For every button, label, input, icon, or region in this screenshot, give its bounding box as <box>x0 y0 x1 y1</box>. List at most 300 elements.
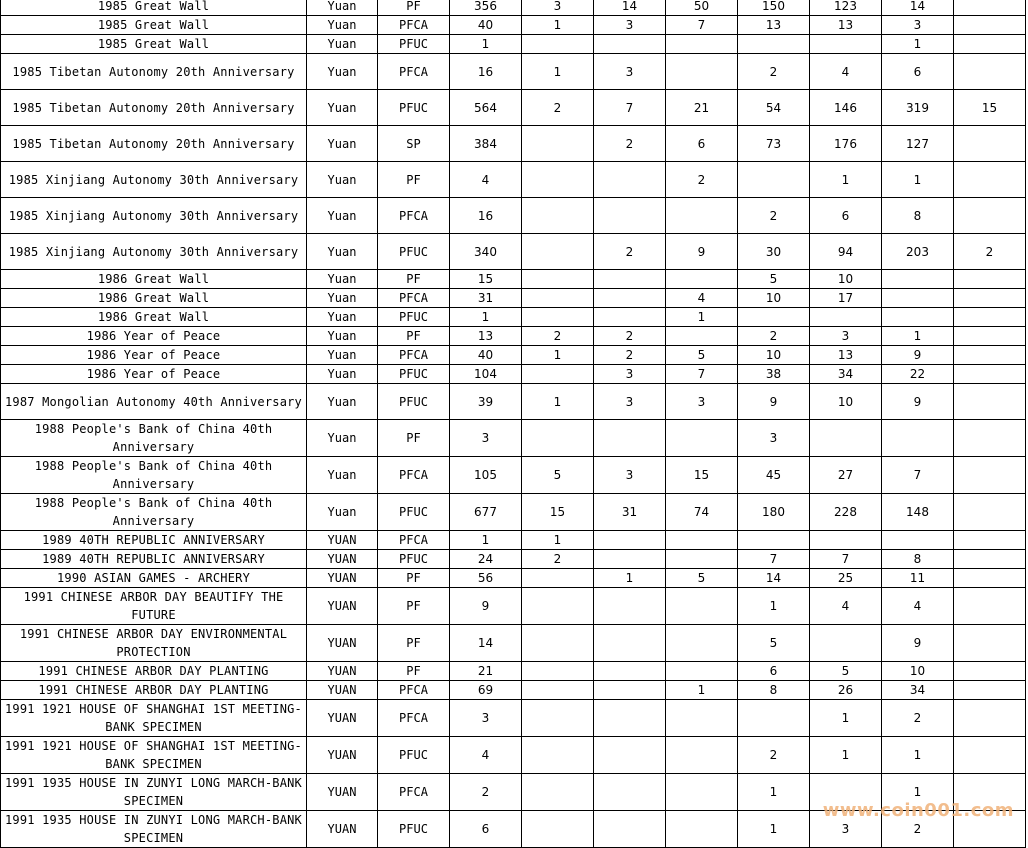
grade-count-cell[interactable] <box>522 162 594 198</box>
total-count-cell[interactable]: 40 <box>450 346 522 365</box>
grade-count-cell[interactable]: 180 <box>738 494 810 531</box>
grade-count-cell[interactable] <box>810 420 882 457</box>
grade-count-cell[interactable] <box>954 198 1026 234</box>
currency-cell[interactable]: YUAN <box>307 531 378 550</box>
coin-name-cell[interactable]: 1985 Xinjiang Autonomy 30th Anniversary <box>1 162 307 198</box>
grade-count-cell[interactable] <box>666 811 738 848</box>
grade-cell[interactable]: PFUC <box>378 234 450 270</box>
grade-count-cell[interactable]: 10 <box>810 384 882 420</box>
grade-count-cell[interactable]: 1 <box>810 737 882 774</box>
grade-count-cell[interactable] <box>594 162 666 198</box>
grade-count-cell[interactable] <box>522 420 594 457</box>
grade-cell[interactable]: PFUC <box>378 365 450 384</box>
currency-cell[interactable]: Yuan <box>307 35 378 54</box>
grade-count-cell[interactable] <box>810 531 882 550</box>
grade-count-cell[interactable] <box>954 289 1026 308</box>
currency-cell[interactable]: Yuan <box>307 420 378 457</box>
grade-count-cell[interactable] <box>954 0 1026 16</box>
grade-count-cell[interactable] <box>738 700 810 737</box>
grade-count-cell[interactable]: 3 <box>594 457 666 494</box>
currency-cell[interactable]: Yuan <box>307 308 378 327</box>
coin-name-cell[interactable]: 1986 Year of Peace <box>1 365 307 384</box>
grade-count-cell[interactable] <box>594 700 666 737</box>
grade-count-cell[interactable]: 2 <box>882 811 954 848</box>
grade-count-cell[interactable]: 5 <box>738 270 810 289</box>
grade-count-cell[interactable]: 15 <box>522 494 594 531</box>
grade-count-cell[interactable] <box>882 308 954 327</box>
grade-count-cell[interactable]: 9 <box>882 625 954 662</box>
grade-count-cell[interactable]: 8 <box>882 198 954 234</box>
grade-count-cell[interactable]: 228 <box>810 494 882 531</box>
grade-count-cell[interactable]: 7 <box>810 550 882 569</box>
grade-count-cell[interactable] <box>522 625 594 662</box>
grade-count-cell[interactable] <box>954 308 1026 327</box>
grade-count-cell[interactable]: 54 <box>738 90 810 126</box>
grade-count-cell[interactable]: 3 <box>522 0 594 16</box>
grade-count-cell[interactable]: 3 <box>594 384 666 420</box>
coin-name-cell[interactable]: 1991 1921 HOUSE OF SHANGHAI 1ST MEETING-BANK SPECIMEN <box>1 737 307 774</box>
grade-count-cell[interactable] <box>954 457 1026 494</box>
grade-count-cell[interactable]: 14 <box>594 0 666 16</box>
coin-name-cell[interactable]: 1986 Great Wall <box>1 308 307 327</box>
grade-count-cell[interactable]: 7 <box>738 550 810 569</box>
grade-count-cell[interactable]: 1 <box>882 737 954 774</box>
total-count-cell[interactable]: 4 <box>450 162 522 198</box>
grade-cell[interactable]: PFUC <box>378 737 450 774</box>
grade-count-cell[interactable]: 26 <box>810 681 882 700</box>
total-count-cell[interactable]: 16 <box>450 54 522 90</box>
grade-count-cell[interactable] <box>522 234 594 270</box>
grade-count-cell[interactable]: 2 <box>738 327 810 346</box>
grade-cell[interactable]: PFCA <box>378 774 450 811</box>
currency-cell[interactable]: YUAN <box>307 811 378 848</box>
grade-count-cell[interactable] <box>954 700 1026 737</box>
total-count-cell[interactable]: 3 <box>450 700 522 737</box>
coin-name-cell[interactable]: 1991 1935 HOUSE IN ZUNYI LONG MARCH-BANK SPECIMEN <box>1 811 307 848</box>
grade-count-cell[interactable] <box>594 550 666 569</box>
total-count-cell[interactable]: 6 <box>450 811 522 848</box>
currency-cell[interactable]: YUAN <box>307 737 378 774</box>
currency-cell[interactable]: Yuan <box>307 289 378 308</box>
grade-count-cell[interactable] <box>882 270 954 289</box>
total-count-cell[interactable]: 384 <box>450 126 522 162</box>
grade-count-cell[interactable] <box>594 588 666 625</box>
total-count-cell[interactable]: 2 <box>450 774 522 811</box>
grade-count-cell[interactable]: 7 <box>882 457 954 494</box>
grade-count-cell[interactable]: 1 <box>522 54 594 90</box>
coin-name-cell[interactable]: 1986 Year of Peace <box>1 346 307 365</box>
grade-count-cell[interactable]: 123 <box>810 0 882 16</box>
grade-count-cell[interactable]: 45 <box>738 457 810 494</box>
grade-cell[interactable]: PFUC <box>378 308 450 327</box>
grade-count-cell[interactable]: 1 <box>810 700 882 737</box>
grade-count-cell[interactable]: 8 <box>738 681 810 700</box>
total-count-cell[interactable]: 39 <box>450 384 522 420</box>
grade-count-cell[interactable] <box>954 737 1026 774</box>
grade-count-cell[interactable]: 34 <box>810 365 882 384</box>
grade-count-cell[interactable]: 9 <box>882 346 954 365</box>
grade-count-cell[interactable] <box>954 494 1026 531</box>
grade-count-cell[interactable]: 4 <box>810 54 882 90</box>
total-count-cell[interactable]: 104 <box>450 365 522 384</box>
grade-count-cell[interactable]: 1 <box>882 774 954 811</box>
grade-count-cell[interactable]: 38 <box>738 365 810 384</box>
grade-count-cell[interactable]: 1 <box>594 569 666 588</box>
currency-cell[interactable]: YUAN <box>307 625 378 662</box>
grade-count-cell[interactable]: 148 <box>882 494 954 531</box>
grade-count-cell[interactable] <box>594 35 666 54</box>
grade-cell[interactable]: PFUC <box>378 811 450 848</box>
grade-count-cell[interactable]: 31 <box>594 494 666 531</box>
grade-count-cell[interactable] <box>522 289 594 308</box>
coin-name-cell[interactable]: 1991 CHINESE ARBOR DAY PLANTING <box>1 662 307 681</box>
grade-count-cell[interactable] <box>594 270 666 289</box>
grade-cell[interactable]: PF <box>378 327 450 346</box>
total-count-cell[interactable]: 677 <box>450 494 522 531</box>
grade-count-cell[interactable] <box>666 327 738 346</box>
grade-count-cell[interactable]: 4 <box>882 588 954 625</box>
grade-count-cell[interactable]: 127 <box>882 126 954 162</box>
grade-count-cell[interactable]: 1 <box>810 162 882 198</box>
grade-cell[interactable]: PF <box>378 662 450 681</box>
grade-count-cell[interactable] <box>738 308 810 327</box>
grade-count-cell[interactable] <box>522 774 594 811</box>
currency-cell[interactable]: Yuan <box>307 346 378 365</box>
grade-count-cell[interactable] <box>522 811 594 848</box>
total-count-cell[interactable]: 340 <box>450 234 522 270</box>
grade-count-cell[interactable] <box>522 737 594 774</box>
grade-count-cell[interactable] <box>954 162 1026 198</box>
total-count-cell[interactable]: 14 <box>450 625 522 662</box>
grade-count-cell[interactable]: 5 <box>522 457 594 494</box>
grade-count-cell[interactable]: 1 <box>738 588 810 625</box>
grade-count-cell[interactable] <box>954 681 1026 700</box>
grade-count-cell[interactable] <box>954 346 1026 365</box>
grade-count-cell[interactable]: 3 <box>666 384 738 420</box>
grade-count-cell[interactable] <box>522 126 594 162</box>
total-count-cell[interactable]: 9 <box>450 588 522 625</box>
coin-name-cell[interactable]: 1988 People's Bank of China 40th Anniversary <box>1 494 307 531</box>
grade-count-cell[interactable] <box>666 420 738 457</box>
coin-name-cell[interactable]: 1991 CHINESE ARBOR DAY ENVIRONMENTAL PROTECTION <box>1 625 307 662</box>
total-count-cell[interactable]: 4 <box>450 737 522 774</box>
total-count-cell[interactable]: 356 <box>450 0 522 16</box>
currency-cell[interactable]: YUAN <box>307 700 378 737</box>
currency-cell[interactable]: Yuan <box>307 198 378 234</box>
grade-count-cell[interactable] <box>594 308 666 327</box>
grade-count-cell[interactable] <box>954 625 1026 662</box>
coin-name-cell[interactable]: 1988 People's Bank of China 40th Anniversary <box>1 457 307 494</box>
currency-cell[interactable]: Yuan <box>307 494 378 531</box>
currency-cell[interactable]: Yuan <box>307 16 378 35</box>
grade-count-cell[interactable] <box>810 774 882 811</box>
grade-count-cell[interactable]: 3 <box>738 420 810 457</box>
coin-name-cell[interactable]: 1991 CHINESE ARBOR DAY BEAUTIFY THE FUTURE <box>1 588 307 625</box>
grade-count-cell[interactable]: 21 <box>666 90 738 126</box>
grade-count-cell[interactable] <box>666 198 738 234</box>
grade-count-cell[interactable]: 1 <box>522 346 594 365</box>
grade-count-cell[interactable]: 3 <box>594 365 666 384</box>
grade-count-cell[interactable]: 25 <box>810 569 882 588</box>
grade-cell[interactable]: PFUC <box>378 90 450 126</box>
grade-count-cell[interactable] <box>954 35 1026 54</box>
total-count-cell[interactable]: 15 <box>450 270 522 289</box>
grade-count-cell[interactable] <box>882 289 954 308</box>
grade-count-cell[interactable] <box>954 54 1026 90</box>
grade-count-cell[interactable] <box>810 625 882 662</box>
grade-count-cell[interactable] <box>666 774 738 811</box>
grade-count-cell[interactable] <box>522 681 594 700</box>
grade-count-cell[interactable]: 3 <box>810 327 882 346</box>
currency-cell[interactable]: Yuan <box>307 162 378 198</box>
grade-count-cell[interactable]: 15 <box>666 457 738 494</box>
grade-cell[interactable]: PFCA <box>378 700 450 737</box>
grade-cell[interactable]: PFCA <box>378 346 450 365</box>
grade-count-cell[interactable]: 1 <box>738 811 810 848</box>
grade-count-cell[interactable] <box>522 35 594 54</box>
grade-cell[interactable]: PFUC <box>378 550 450 569</box>
grade-count-cell[interactable]: 14 <box>882 0 954 16</box>
grade-count-cell[interactable] <box>738 35 810 54</box>
grade-count-cell[interactable] <box>954 327 1026 346</box>
grade-cell[interactable]: PF <box>378 420 450 457</box>
grade-count-cell[interactable]: 17 <box>810 289 882 308</box>
grade-count-cell[interactable]: 2 <box>666 162 738 198</box>
grade-count-cell[interactable]: 2 <box>954 234 1026 270</box>
grade-count-cell[interactable]: 22 <box>882 365 954 384</box>
grade-count-cell[interactable]: 2 <box>594 126 666 162</box>
grade-count-cell[interactable]: 74 <box>666 494 738 531</box>
grade-count-cell[interactable]: 2 <box>522 327 594 346</box>
grade-cell[interactable]: PF <box>378 162 450 198</box>
grade-count-cell[interactable]: 10 <box>810 270 882 289</box>
total-count-cell[interactable]: 13 <box>450 327 522 346</box>
grade-count-cell[interactable]: 10 <box>738 289 810 308</box>
grade-count-cell[interactable] <box>666 270 738 289</box>
grade-count-cell[interactable]: 2 <box>522 90 594 126</box>
grade-count-cell[interactable]: 34 <box>882 681 954 700</box>
grade-count-cell[interactable]: 4 <box>810 588 882 625</box>
grade-count-cell[interactable] <box>594 737 666 774</box>
grade-count-cell[interactable] <box>594 681 666 700</box>
grade-count-cell[interactable]: 1 <box>522 16 594 35</box>
grade-count-cell[interactable]: 1 <box>882 35 954 54</box>
coin-name-cell[interactable]: 1986 Year of Peace <box>1 327 307 346</box>
coin-name-cell[interactable]: 1985 Tibetan Autonomy 20th Anniversary <box>1 126 307 162</box>
grade-count-cell[interactable] <box>594 662 666 681</box>
grade-cell[interactable]: SP <box>378 126 450 162</box>
currency-cell[interactable]: Yuan <box>307 54 378 90</box>
coin-name-cell[interactable]: 1991 1935 HOUSE IN ZUNYI LONG MARCH-BANK SPECIMEN <box>1 774 307 811</box>
grade-count-cell[interactable]: 11 <box>882 569 954 588</box>
grade-count-cell[interactable]: 319 <box>882 90 954 126</box>
grade-cell[interactable]: PFCA <box>378 16 450 35</box>
currency-cell[interactable]: YUAN <box>307 588 378 625</box>
total-count-cell[interactable]: 24 <box>450 550 522 569</box>
grade-count-cell[interactable]: 1 <box>738 774 810 811</box>
grade-count-cell[interactable]: 15 <box>954 90 1026 126</box>
total-count-cell[interactable]: 1 <box>450 308 522 327</box>
grade-count-cell[interactable]: 13 <box>810 346 882 365</box>
grade-count-cell[interactable]: 6 <box>738 662 810 681</box>
grade-count-cell[interactable] <box>666 700 738 737</box>
grade-cell[interactable]: PFCA <box>378 681 450 700</box>
grade-count-cell[interactable]: 2 <box>522 550 594 569</box>
grade-count-cell[interactable] <box>738 162 810 198</box>
grade-count-cell[interactable]: 1 <box>522 531 594 550</box>
grade-count-cell[interactable] <box>954 550 1026 569</box>
grade-cell[interactable]: PF <box>378 0 450 16</box>
coin-name-cell[interactable]: 1989 40TH REPUBLIC ANNIVERSARY <box>1 531 307 550</box>
grade-count-cell[interactable]: 8 <box>882 550 954 569</box>
grade-count-cell[interactable] <box>954 569 1026 588</box>
grade-count-cell[interactable]: 9 <box>666 234 738 270</box>
grade-count-cell[interactable]: 30 <box>738 234 810 270</box>
grade-count-cell[interactable]: 2 <box>738 737 810 774</box>
coin-name-cell[interactable]: 1986 Great Wall <box>1 289 307 308</box>
coin-name-cell[interactable]: 1991 CHINESE ARBOR DAY PLANTING <box>1 681 307 700</box>
grade-count-cell[interactable] <box>810 308 882 327</box>
grade-count-cell[interactable]: 6 <box>666 126 738 162</box>
grade-count-cell[interactable]: 6 <box>882 54 954 90</box>
grade-count-cell[interactable]: 7 <box>594 90 666 126</box>
grade-count-cell[interactable]: 3 <box>594 54 666 90</box>
grade-count-cell[interactable]: 2 <box>594 327 666 346</box>
grade-count-cell[interactable] <box>522 569 594 588</box>
grade-count-cell[interactable]: 14 <box>738 569 810 588</box>
total-count-cell[interactable]: 69 <box>450 681 522 700</box>
grade-count-cell[interactable] <box>594 198 666 234</box>
grade-count-cell[interactable] <box>594 625 666 662</box>
grade-count-cell[interactable]: 1 <box>882 162 954 198</box>
grade-cell[interactable]: PFUC <box>378 35 450 54</box>
grade-count-cell[interactable]: 176 <box>810 126 882 162</box>
currency-cell[interactable]: YUAN <box>307 662 378 681</box>
grade-count-cell[interactable] <box>666 737 738 774</box>
grade-count-cell[interactable]: 9 <box>882 384 954 420</box>
grade-count-cell[interactable]: 13 <box>810 16 882 35</box>
coin-name-cell[interactable]: 1985 Great Wall <box>1 16 307 35</box>
grade-count-cell[interactable] <box>594 531 666 550</box>
grade-count-cell[interactable] <box>594 420 666 457</box>
grade-cell[interactable]: PF <box>378 588 450 625</box>
grade-count-cell[interactable]: 10 <box>882 662 954 681</box>
grade-count-cell[interactable] <box>594 811 666 848</box>
grade-count-cell[interactable]: 7 <box>666 365 738 384</box>
grade-count-cell[interactable] <box>594 774 666 811</box>
coin-name-cell[interactable]: 1985 Great Wall <box>1 35 307 54</box>
grade-count-cell[interactable] <box>666 625 738 662</box>
grade-count-cell[interactable]: 5 <box>810 662 882 681</box>
grade-count-cell[interactable]: 1 <box>882 327 954 346</box>
grade-count-cell[interactable]: 7 <box>666 16 738 35</box>
grade-count-cell[interactable] <box>738 531 810 550</box>
currency-cell[interactable]: Yuan <box>307 0 378 16</box>
total-count-cell[interactable]: 1 <box>450 35 522 54</box>
coin-name-cell[interactable]: 1990 ASIAN GAMES - ARCHERY <box>1 569 307 588</box>
grade-count-cell[interactable]: 3 <box>810 811 882 848</box>
coin-name-cell[interactable]: 1986 Great Wall <box>1 270 307 289</box>
grade-count-cell[interactable]: 73 <box>738 126 810 162</box>
grade-count-cell[interactable] <box>882 531 954 550</box>
grade-count-cell[interactable] <box>954 126 1026 162</box>
grade-count-cell[interactable] <box>954 270 1026 289</box>
currency-cell[interactable]: Yuan <box>307 270 378 289</box>
total-count-cell[interactable]: 56 <box>450 569 522 588</box>
grade-count-cell[interactable] <box>954 811 1026 848</box>
total-count-cell[interactable]: 31 <box>450 289 522 308</box>
grade-count-cell[interactable] <box>522 270 594 289</box>
grade-cell[interactable]: PFCA <box>378 54 450 90</box>
currency-cell[interactable]: YUAN <box>307 550 378 569</box>
grade-cell[interactable]: PFCA <box>378 457 450 494</box>
grade-count-cell[interactable]: 1 <box>666 681 738 700</box>
grade-count-cell[interactable] <box>666 662 738 681</box>
currency-cell[interactable]: YUAN <box>307 774 378 811</box>
grade-count-cell[interactable]: 94 <box>810 234 882 270</box>
grade-count-cell[interactable]: 10 <box>738 346 810 365</box>
coin-name-cell[interactable]: 1985 Tibetan Autonomy 20th Anniversary <box>1 90 307 126</box>
coin-name-cell[interactable]: 1985 Xinjiang Autonomy 30th Anniversary <box>1 234 307 270</box>
grade-count-cell[interactable] <box>954 365 1026 384</box>
grade-count-cell[interactable]: 2 <box>594 234 666 270</box>
grade-count-cell[interactable] <box>522 700 594 737</box>
coin-name-cell[interactable]: 1989 40TH REPUBLIC ANNIVERSARY <box>1 550 307 569</box>
grade-count-cell[interactable]: 2 <box>738 198 810 234</box>
grade-count-cell[interactable]: 27 <box>810 457 882 494</box>
total-count-cell[interactable]: 1 <box>450 531 522 550</box>
grade-count-cell[interactable] <box>954 774 1026 811</box>
total-count-cell[interactable]: 564 <box>450 90 522 126</box>
grade-count-cell[interactable]: 203 <box>882 234 954 270</box>
currency-cell[interactable]: Yuan <box>307 327 378 346</box>
grade-count-cell[interactable]: 50 <box>666 0 738 16</box>
grade-count-cell[interactable] <box>594 289 666 308</box>
grade-count-cell[interactable]: 2 <box>738 54 810 90</box>
grade-count-cell[interactable]: 150 <box>738 0 810 16</box>
grade-count-cell[interactable] <box>666 588 738 625</box>
total-count-cell[interactable]: 40 <box>450 16 522 35</box>
coin-name-cell[interactable]: 1987 Mongolian Autonomy 40th Anniversary <box>1 384 307 420</box>
grade-count-cell[interactable]: 2 <box>882 700 954 737</box>
grade-count-cell[interactable] <box>810 35 882 54</box>
grade-count-cell[interactable] <box>954 531 1026 550</box>
currency-cell[interactable]: Yuan <box>307 234 378 270</box>
grade-cell[interactable]: PFUC <box>378 494 450 531</box>
grade-cell[interactable]: PFCA <box>378 198 450 234</box>
total-count-cell[interactable]: 21 <box>450 662 522 681</box>
grade-count-cell[interactable] <box>954 588 1026 625</box>
grade-count-cell[interactable] <box>882 420 954 457</box>
grade-count-cell[interactable]: 6 <box>810 198 882 234</box>
grade-count-cell[interactable] <box>954 16 1026 35</box>
coin-name-cell[interactable]: 1985 Xinjiang Autonomy 30th Anniversary <box>1 198 307 234</box>
grade-count-cell[interactable] <box>666 54 738 90</box>
grade-cell[interactable]: PFCA <box>378 289 450 308</box>
grade-count-cell[interactable]: 1 <box>666 308 738 327</box>
grade-cell[interactable]: PF <box>378 625 450 662</box>
grade-count-cell[interactable] <box>522 662 594 681</box>
grade-count-cell[interactable]: 1 <box>522 384 594 420</box>
grade-count-cell[interactable] <box>522 365 594 384</box>
grade-count-cell[interactable]: 2 <box>594 346 666 365</box>
grade-count-cell[interactable] <box>954 662 1026 681</box>
currency-cell[interactable]: YUAN <box>307 681 378 700</box>
grade-count-cell[interactable] <box>666 531 738 550</box>
grade-cell[interactable]: PFUC <box>378 384 450 420</box>
coin-name-cell[interactable]: 1985 Tibetan Autonomy 20th Anniversary <box>1 54 307 90</box>
grade-count-cell[interactable]: 5 <box>738 625 810 662</box>
